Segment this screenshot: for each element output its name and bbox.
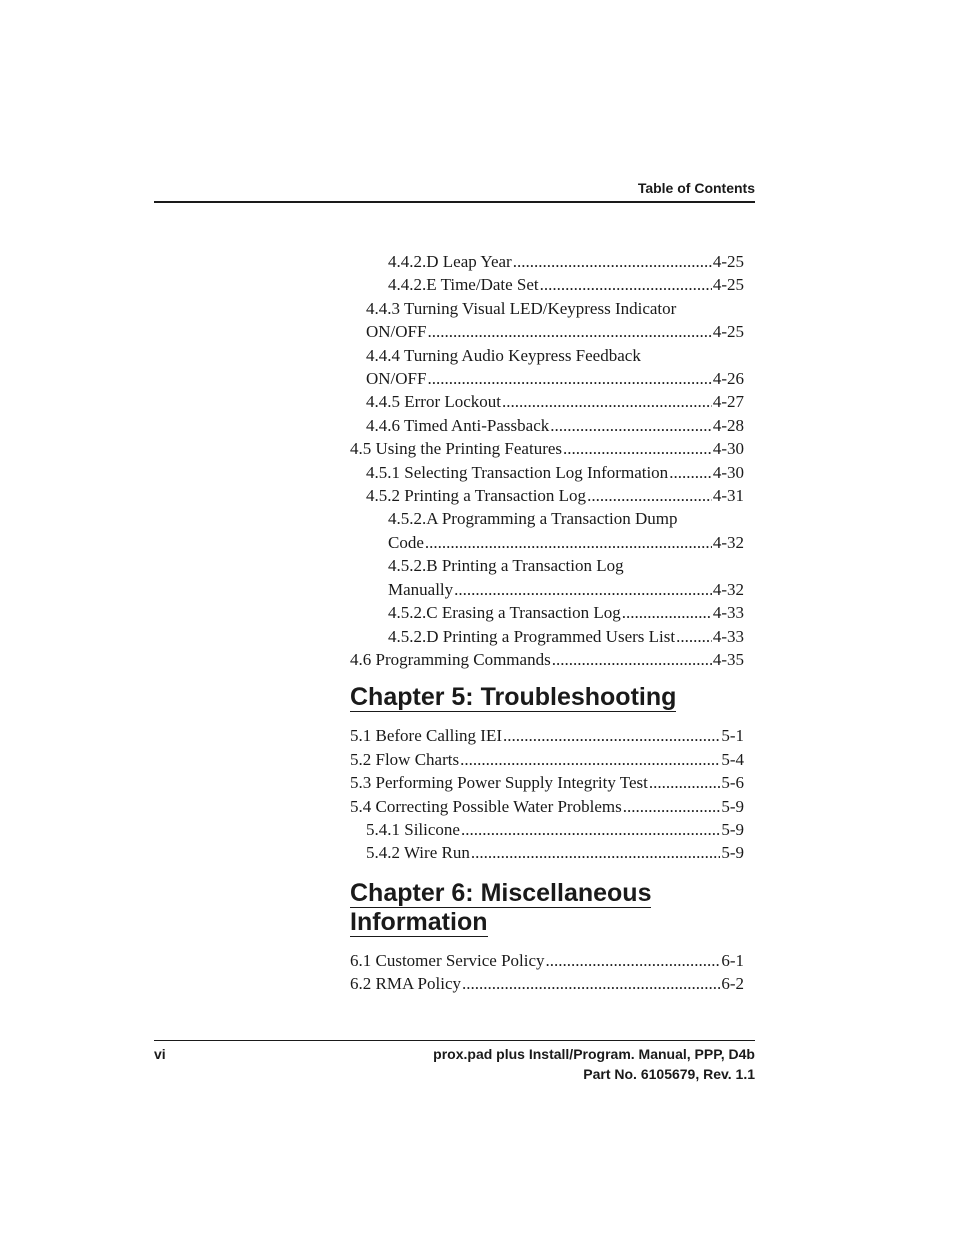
toc-entry[interactable] [350,748,744,771]
header-rule [154,201,755,203]
dot-leader [462,972,720,995]
toc-entry-text: 4.4.3 Turning Visual LED/Keypress Indicator [366,298,677,318]
dot-leader [622,601,712,624]
toc-entry-line [388,625,744,648]
toc-entry-page: 4-25 [712,275,744,295]
toc-entry-line [350,771,744,794]
dot-leader [427,320,711,343]
toc-entry-page: 4-25 [712,252,744,271]
toc-entry-text: 4.5.1 Selecting Transaction Log Information [366,462,669,482]
dot-leader [503,724,720,747]
toc-entry-page: 5-6 [721,773,744,793]
toc-entry-text: 4.6 Programming Commands [350,649,551,669]
dot-leader [425,531,712,554]
chapter-6-title-line2: Information [350,907,488,936]
toc-entry[interactable] [350,949,744,972]
toc-entry-text: 4.4.2.D Leap Year [388,252,512,271]
toc-section-chapter4-continued [350,250,744,671]
toc-entry-page: 4-27 [712,392,744,412]
toc-entry[interactable] [350,484,744,507]
toc-entry[interactable] [350,507,744,554]
toc-entry-line [366,841,744,864]
toc-section-chapter5 [350,724,744,864]
dot-leader [623,795,721,818]
toc-entry-line [366,367,744,390]
dot-leader [669,461,712,484]
toc-entry[interactable] [350,297,744,344]
toc-entry-page: 6-1 [721,950,744,970]
dot-leader [550,414,712,437]
dot-leader [649,771,720,794]
toc-entry[interactable] [350,625,744,648]
toc-entry-text: 5.2 Flow Charts [350,749,460,769]
toc-entry[interactable] [350,461,744,484]
toc-entry-line [388,273,744,296]
dot-leader [676,625,712,648]
toc-entry-line [366,414,744,437]
chapter-6-heading [350,879,744,937]
toc-entry-text: 5.4.1 Silicone [366,819,460,839]
toc-entry-line [366,461,744,484]
toc-entry-text: 5.4.2 Wire Run [366,843,470,863]
toc-entry-page: 4-35 [712,649,744,669]
chapter-6-title-line1: Chapter 6: Miscellaneous [350,878,652,907]
dot-leader [513,250,712,273]
running-header-title: Table of Contents [637,180,755,196]
toc-entry-line [350,748,744,771]
toc-entry-page: 6-2 [721,974,744,994]
toc-entry-text: 5.1 Before Calling IEI [350,726,503,746]
toc-entry-page: 4-28 [712,415,744,435]
toc-entry-text: 6.2 RMA Policy [350,974,461,994]
toc-entry-page: 5-1 [721,726,744,746]
footer-manual-info [300,1044,755,1084]
toc-entry-page: 5-4 [721,749,744,769]
toc-entry-text: ON/OFF [366,322,427,342]
toc-entry-page: 4-30 [712,439,744,459]
toc-entry-line [350,437,744,460]
toc-entry[interactable] [350,724,744,747]
toc-entry-page: 4-25 [712,322,744,342]
toc-entry-line [388,601,744,624]
toc-entry-text: 6.1 Customer Service Policy [350,950,545,970]
toc-entry-line [366,390,744,413]
toc-entry-page: 4-30 [712,462,744,482]
dot-leader [460,748,720,771]
toc-entry-page: 4-32 [712,532,744,552]
toc-entry-text: 4.4.4 Turning Audio Keypress Feedback [366,345,641,365]
toc-entry-text: 4.5.2.C Erasing a Transaction Log [388,603,621,623]
toc-entry[interactable] [350,818,744,841]
toc-entry-text: 4.4.2.E Time/Date Set [388,275,539,295]
footer-page-number: vi [154,1046,166,1062]
dot-leader [461,818,720,841]
chapter-5-heading [350,683,744,712]
toc-entry-line [366,818,744,841]
footer-manual-title: prox.pad plus Install/Program. Manual, PPP, D4b [433,1046,755,1062]
toc-entry-page: 4-32 [712,579,744,599]
footer-rule [154,1040,755,1041]
toc-entry-page: 4-33 [712,603,744,623]
toc-entry-line [388,531,744,554]
toc-entry-page: 5-9 [721,796,744,816]
dot-leader [552,648,712,671]
toc-entry-page: 4-33 [712,626,744,646]
toc-entry-line [350,648,744,671]
toc-entry[interactable] [350,250,744,273]
toc-entry[interactable] [350,273,744,296]
dot-leader [563,437,712,460]
toc-entry-page: 4-31 [712,486,744,506]
toc-entry-line [366,484,744,507]
toc-entry-text: 4.5.2 Printing a Transaction Log [366,486,587,506]
toc-entry[interactable] [350,601,744,624]
toc-entry-line [388,578,744,601]
toc-entry[interactable] [350,841,744,864]
dot-leader [471,841,721,864]
toc-entry-page: 5-9 [721,843,744,863]
toc-entry-line [350,972,744,995]
toc-entry-text: 4.4.6 Timed Anti-Passback [366,415,550,435]
dot-leader [546,949,721,972]
toc-entry-text: 4.4.5 Error Lockout [366,392,502,412]
toc-entry-line [350,724,744,747]
toc-entry-text: Code [388,532,424,552]
chapter-5-title: Chapter 5: Troubleshooting [350,683,677,712]
toc-entry-text: 5.3 Performing Power Supply Integrity Test [350,773,648,793]
toc-entry-text: 5.4 Correcting Possible Water Problems [350,796,622,816]
toc-entry[interactable] [350,795,744,818]
toc-entry-text: 4.5 Using the Printing Features [350,439,563,459]
toc-entry-text: 4.5.2.A Programming a Transaction Dump [388,509,678,529]
toc-entry-text: 4.5.2.D Printing a Programmed Users List [388,626,676,646]
toc-entry-page: 4-26 [712,369,744,389]
toc-entry[interactable] [350,344,744,391]
toc-section-chapter6 [350,949,744,996]
dot-leader [587,484,712,507]
toc-entry-page: 5-9 [721,819,744,839]
toc-entry[interactable] [350,771,744,794]
toc-entry-line [350,949,744,972]
toc-entry-text: 4.5.2.B Printing a Transaction Log [388,556,624,576]
toc-entry[interactable] [350,648,744,671]
toc-entry-line [366,320,744,343]
toc-entry-line [350,795,744,818]
dot-leader [502,390,712,413]
toc-entry-text: ON/OFF [366,369,427,389]
dot-leader [427,367,711,390]
dot-leader [454,578,712,601]
toc-entry[interactable] [350,390,744,413]
toc-entry[interactable] [350,972,744,995]
toc-entry[interactable] [350,554,744,601]
toc-entry[interactable] [350,437,744,460]
toc-entry[interactable] [350,414,744,437]
toc-entry-text: Manually [388,579,454,599]
toc-entry-line [388,250,744,273]
table-of-contents [350,250,744,996]
dot-leader [540,273,712,296]
footer-part-number: Part No. 6105679, Rev. 1.1 [583,1066,755,1082]
